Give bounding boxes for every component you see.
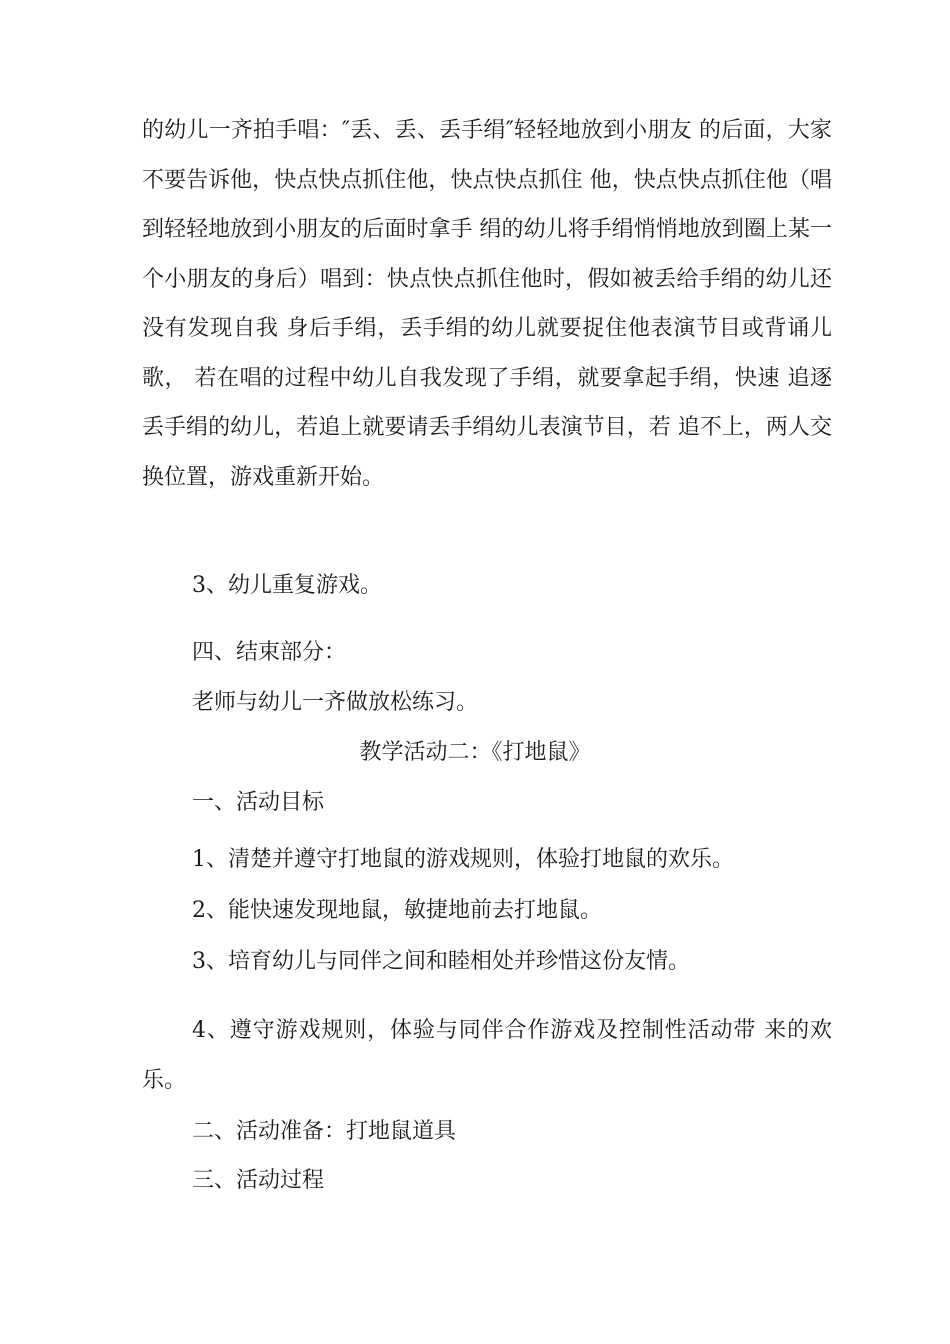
paragraph-game-rules: 的幼儿一齐拍手唱：″丢、丢、丢手绢″轻轻地放到小朋友 的后面，大家不要告诉他，快点快点抓住他，快点快点抓住 他，快点快点抓住他（唱到轻轻地放到小朋友的后面时拿手 绢的幼儿将手绢悄悄地放到圈上某一个小朋友的身后）唱到：快点快点抓住他时，假如被丢给手绢的幼儿还没有发现自我 身后手绢，丢手绢的幼儿就要捉住他表演节目或背诵儿歌， 若在唱的过程中幼儿自我发现了手绢，就要拿起手绢，快速 追逐丢手绢的幼儿，若追上就要请丢手绢幼儿表演节目，若 追不上，两人交换位置，游戏重新开始。 — [142, 118, 832, 490]
section-4-heading: 四、结束部分： — [192, 640, 347, 665]
process-heading: 三、活动过程 — [192, 1168, 325, 1193]
goal-4: 4、遵守游戏规则，体验与同伴合作游戏及控制性活动带 来的欢乐。 — [142, 1018, 832, 1093]
goal-1: 1、清楚并遵守打地鼠的游戏规则，体验打地鼠的欢乐。 — [192, 847, 734, 872]
goal-3: 3、培育幼儿与同伴之间和睦相处并珍惜这份友情。 — [192, 949, 690, 974]
activity-2-title: 教学活动二：《打地鼠》 — [359, 740, 591, 765]
goals-heading: 一、活动目标 — [192, 790, 325, 815]
relax-exercise-text: 老师与幼儿一齐做放松练习。 — [192, 690, 479, 715]
goal-2: 2、能快速发现地鼠，敏捷地前去打地鼠。 — [192, 898, 602, 923]
step-3-repeat: 3、幼儿重复游戏。 — [192, 573, 382, 598]
preparation-heading: 二、活动准备：打地鼠道具 — [192, 1119, 457, 1144]
